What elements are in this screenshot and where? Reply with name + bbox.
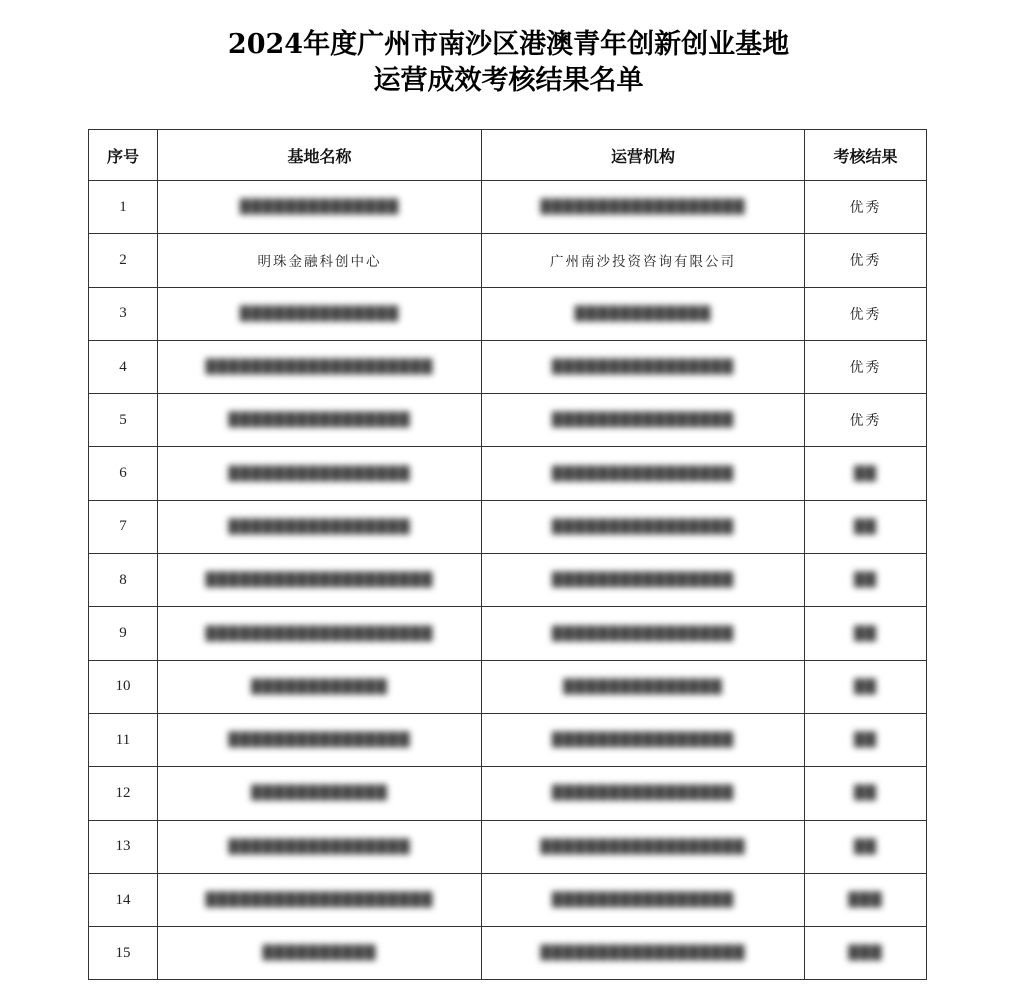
assessment-result-cell: [805, 287, 927, 340]
assessment-result: ██: [854, 785, 877, 802]
base-name: ████████████████: [228, 732, 411, 749]
table-row: [89, 820, 927, 873]
operator-name-cell: [482, 873, 805, 926]
serial-number: 2: [119, 251, 127, 268]
serial-number-cell: [89, 394, 158, 447]
assessment-result: ██: [854, 678, 877, 695]
table-row: [89, 287, 927, 340]
serial-number: 7: [119, 518, 127, 535]
serial-number: 9: [119, 625, 127, 642]
base-name-cell: [158, 607, 482, 660]
serial-number: 11: [115, 731, 131, 748]
table-row: [89, 500, 927, 553]
table-row: [89, 607, 927, 660]
assessment-result-cell: [805, 820, 927, 873]
table-header-row: [89, 130, 927, 181]
assessment-result: ██: [854, 732, 877, 749]
operator-name: ████████████████: [551, 572, 735, 589]
operator-name-cell: [482, 820, 805, 873]
base-name: ████████████████████: [205, 572, 434, 589]
operator-name: ████████████: [574, 305, 712, 322]
serial-number-cell: [89, 554, 158, 607]
assessment-result: 优秀: [849, 200, 882, 217]
serial-number-cell: [89, 181, 158, 234]
serial-number: 8: [119, 571, 127, 588]
base-name: ████████████████████: [205, 359, 434, 376]
table-row: [89, 447, 927, 500]
base-name: ██████████████: [239, 305, 400, 322]
assessment-result: 优秀: [849, 360, 882, 377]
operator-name: ████████████████: [551, 625, 735, 642]
assessment-result-cell: [805, 554, 927, 607]
table-row: [89, 234, 927, 287]
operator-name-cell: [482, 234, 805, 287]
base-name: 明珠金融科创中心: [257, 254, 382, 271]
serial-number-cell: [89, 500, 158, 553]
document-title-line2: 运营成效考核结果名单: [373, 65, 644, 96]
operator-name: ████████████████: [551, 359, 735, 376]
operator-name: ████████████████: [551, 518, 735, 535]
operator-name: 广州南沙投资咨询有限公司: [550, 254, 736, 271]
results-table: [88, 129, 927, 980]
assessment-result-cell: [805, 767, 927, 820]
serial-number: 5: [119, 411, 127, 428]
operator-name-cell: [482, 181, 805, 234]
table-row: [89, 340, 927, 393]
table-row: [89, 713, 927, 766]
base-name: ████████████████: [228, 465, 411, 482]
serial-number: 14: [115, 891, 131, 908]
base-name-cell: [158, 873, 482, 926]
serial-number-cell: [89, 287, 158, 340]
serial-number: 15: [115, 944, 131, 961]
base-name: ████████████: [251, 785, 388, 802]
assessment-result-cell: [805, 181, 927, 234]
serial-number: 10: [115, 678, 131, 695]
operator-name: ████████████████: [551, 465, 735, 482]
assessment-result-cell: [805, 340, 927, 393]
serial-number-cell: [89, 927, 158, 980]
serial-number: 12: [115, 784, 131, 801]
assessment-result-cell: [805, 660, 927, 713]
base-name: ████████████████████: [205, 625, 434, 642]
base-name: ████████████████: [228, 838, 411, 855]
serial-number: 4: [119, 358, 127, 375]
serial-number: 6: [119, 465, 127, 482]
document-title-line1: 2024年度广州市南沙区港澳青年创新创业基地: [227, 29, 790, 60]
base-name-cell: [158, 927, 482, 980]
base-name-cell: [158, 660, 482, 713]
base-name-cell: [158, 181, 482, 234]
serial-number-cell: [89, 713, 158, 766]
table-row: [89, 660, 927, 713]
assessment-result-cell: [805, 607, 927, 660]
base-name-cell: [158, 554, 482, 607]
serial-number-cell: [89, 340, 158, 393]
operator-name-cell: [482, 767, 805, 820]
assessment-result-cell: [805, 927, 927, 980]
base-name: ██████████████: [239, 199, 400, 216]
assessment-result-cell: [805, 713, 927, 766]
serial-number-cell: [89, 607, 158, 660]
header-operator: 运营机构: [482, 130, 805, 181]
operator-name: ██████████████████: [540, 199, 746, 216]
assessment-result: ██: [854, 465, 877, 482]
assessment-result: 优秀: [849, 253, 882, 270]
serial-number: 13: [115, 838, 131, 855]
operator-name: ████████████████: [551, 732, 735, 749]
operator-name: ████████████████: [551, 412, 735, 429]
serial-number-cell: [89, 820, 158, 873]
table-row: [89, 767, 927, 820]
assessment-result: ███: [848, 892, 883, 908]
table-row: [89, 394, 927, 447]
assessment-result: ██: [854, 838, 877, 855]
assessment-result-cell: [805, 394, 927, 447]
operator-name-cell: [482, 927, 805, 980]
base-name: ████████████████████: [205, 892, 434, 908]
table-row: [89, 927, 927, 980]
table-row: [89, 181, 927, 234]
operator-name-cell: [482, 340, 805, 393]
serial-number-cell: [89, 873, 158, 926]
assessment-result: 优秀: [849, 306, 882, 323]
operator-name-cell: [482, 500, 805, 553]
operator-name: ██████████████████: [540, 838, 746, 855]
operator-name: ████████████████: [551, 892, 735, 908]
assessment-result-cell: [805, 873, 927, 926]
header-serial-number: 序号: [89, 130, 158, 181]
base-name-cell: [158, 713, 482, 766]
serial-number-cell: [89, 447, 158, 500]
operator-name: ██████████████████: [540, 945, 746, 962]
serial-number: 3: [119, 305, 127, 322]
assessment-result: ██: [854, 625, 877, 642]
base-name-cell: [158, 767, 482, 820]
base-name: ████████████████: [228, 412, 411, 429]
operator-name: ██████████████: [563, 678, 723, 695]
base-name-cell: [158, 820, 482, 873]
assessment-result-cell: [805, 447, 927, 500]
base-name-cell: [158, 340, 482, 393]
assessment-result-cell: [805, 500, 927, 553]
header-base-name: 基地名称: [158, 130, 482, 181]
operator-name-cell: [482, 447, 805, 500]
base-name-cell: [158, 234, 482, 287]
operator-name-cell: [482, 660, 805, 713]
header-result: 考核结果: [805, 130, 927, 181]
table-row: [89, 873, 927, 926]
serial-number: 1: [119, 198, 127, 215]
base-name-cell: [158, 394, 482, 447]
table-row: [89, 554, 927, 607]
operator-name-cell: [482, 554, 805, 607]
operator-name-cell: [482, 287, 805, 340]
operator-name-cell: [482, 394, 805, 447]
operator-name: ████████████████: [551, 785, 735, 802]
base-name-cell: [158, 500, 482, 553]
assessment-result: ███: [848, 945, 883, 962]
base-name-cell: [158, 447, 482, 500]
operator-name-cell: [482, 713, 805, 766]
base-name-cell: [158, 287, 482, 340]
assessment-result: 优秀: [849, 413, 882, 430]
operator-name-cell: [482, 607, 805, 660]
base-name: ████████████: [251, 678, 388, 695]
serial-number-cell: [89, 767, 158, 820]
serial-number-cell: [89, 660, 158, 713]
base-name: ████████████████: [228, 518, 411, 535]
serial-number-cell: [89, 234, 158, 287]
assessment-result-cell: [805, 234, 927, 287]
assessment-result: ██: [854, 572, 877, 589]
assessment-result: ██: [854, 518, 877, 535]
base-name: ██████████: [262, 945, 377, 962]
